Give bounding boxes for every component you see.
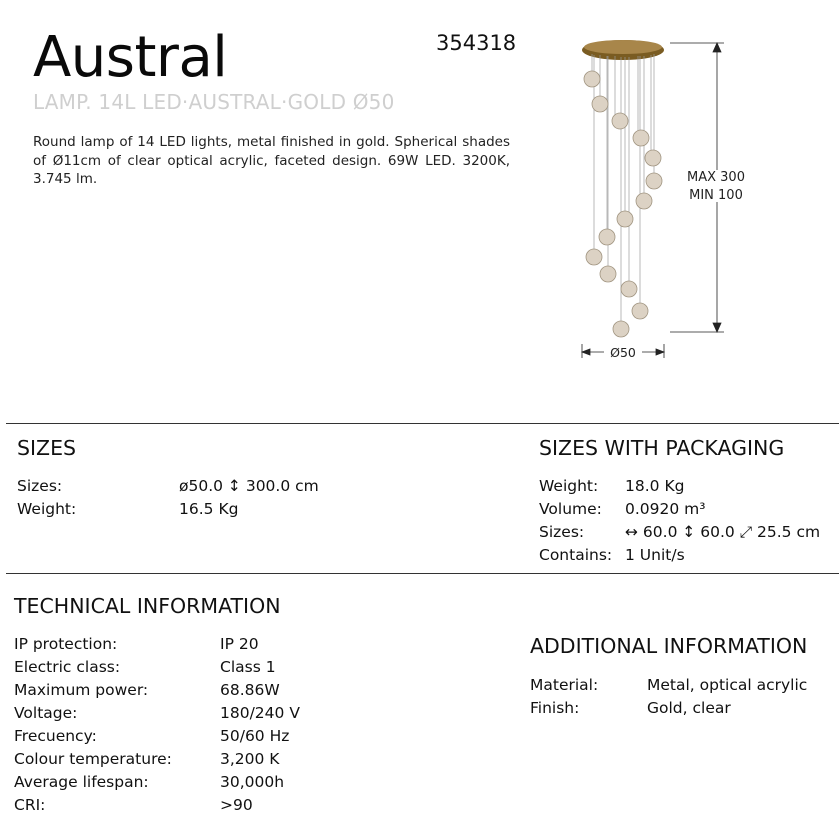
tech-row-ip bbox=[14, 633, 334, 656]
packaging-contains-value: 1 Unit/s bbox=[625, 546, 685, 564]
tech-row-voltage bbox=[14, 702, 334, 725]
weight-label: Weight: bbox=[17, 500, 77, 518]
sizes-label: Sizes: bbox=[17, 477, 63, 495]
diameter-label: Ø50 bbox=[610, 345, 636, 360]
tech-label-cri: CRI: bbox=[14, 796, 46, 814]
packaging-heading: SIZES WITH PACKAGING bbox=[539, 436, 785, 460]
tech-label-ip: IP protection: bbox=[14, 635, 118, 653]
tech-value-cri: >90 bbox=[220, 796, 253, 814]
lamp-drawing bbox=[560, 30, 839, 370]
tech-row-lifespan bbox=[14, 771, 334, 794]
tech-value-frequency: 50/60 Hz bbox=[220, 727, 290, 745]
canopy-top-shape bbox=[584, 40, 662, 54]
tech-label-power: Maximum power: bbox=[14, 681, 149, 699]
tech-label-voltage: Voltage: bbox=[14, 704, 78, 722]
tech-label-frequency: Frecuency: bbox=[14, 727, 97, 745]
product-description: Round lamp of 14 LED lights, metal finished in gold. Spherical shades of Ø11cm of clear optical acrylic, faceted design. 69W LED. 3200K, 3.745 lm. bbox=[33, 134, 510, 187]
sizes-heading: SIZES bbox=[17, 436, 77, 460]
product-subtitle: LAMP. 14L LED·AUSTRAL·GOLD Ø50 bbox=[33, 90, 395, 114]
weight-value: 16.5 Kg bbox=[179, 500, 239, 518]
finish-value: Gold, clear bbox=[647, 699, 731, 717]
material-value: Metal, optical acrylic bbox=[647, 676, 808, 694]
sizes-value: ø50.0 ↕ 300.0 cm bbox=[179, 477, 319, 495]
packaging-contains-label: Contains: bbox=[539, 546, 613, 564]
divider-bottom bbox=[6, 573, 839, 574]
material-label: Material: bbox=[530, 676, 599, 694]
cables-group bbox=[592, 54, 654, 322]
finish-label: Finish: bbox=[530, 699, 580, 717]
height-max-label: MAX 300 bbox=[687, 170, 745, 185]
tech-row-frequency bbox=[14, 725, 334, 748]
tech-value-lifespan: 30,000h bbox=[220, 773, 285, 791]
packaging-volume-label: Volume: bbox=[539, 500, 602, 518]
tech-label-lifespan: Average lifespan: bbox=[14, 773, 149, 791]
tech-row-power bbox=[14, 679, 334, 702]
tech-value-class: Class 1 bbox=[220, 658, 276, 676]
tech-value-voltage: 180/240 V bbox=[220, 704, 300, 722]
tech-value-ip: IP 20 bbox=[220, 635, 259, 653]
shades-group bbox=[584, 71, 662, 337]
packaging-weight-value: 18.0 Kg bbox=[625, 477, 685, 495]
product-code: 354318 bbox=[436, 31, 517, 55]
product-title: Austral bbox=[33, 25, 228, 90]
packaging-sizes-value: ↔ 60.0 ↕ 60.0 ⤢ 25.5 cm bbox=[625, 523, 821, 541]
tech-label-colour-temp: Colour temperature: bbox=[14, 750, 172, 768]
technical-heading: TECHNICAL INFORMATION bbox=[14, 594, 281, 618]
packaging-sizes-label: Sizes: bbox=[539, 523, 585, 541]
height-min-label: MIN 100 bbox=[689, 188, 743, 203]
tech-label-class: Electric class: bbox=[14, 658, 121, 676]
tech-row-cri bbox=[14, 794, 334, 817]
tech-row-colour-temp bbox=[14, 748, 334, 771]
additional-heading: ADDITIONAL INFORMATION bbox=[530, 634, 808, 658]
packaging-volume-value: 0.0920 m³ bbox=[625, 500, 706, 518]
tech-value-power: 68.86W bbox=[220, 681, 280, 699]
technical-list bbox=[14, 633, 334, 817]
divider-top bbox=[6, 423, 839, 424]
tech-value-colour-temp: 3,200 K bbox=[220, 750, 280, 768]
tech-row-class bbox=[14, 656, 334, 679]
packaging-weight-label: Weight: bbox=[539, 477, 599, 495]
